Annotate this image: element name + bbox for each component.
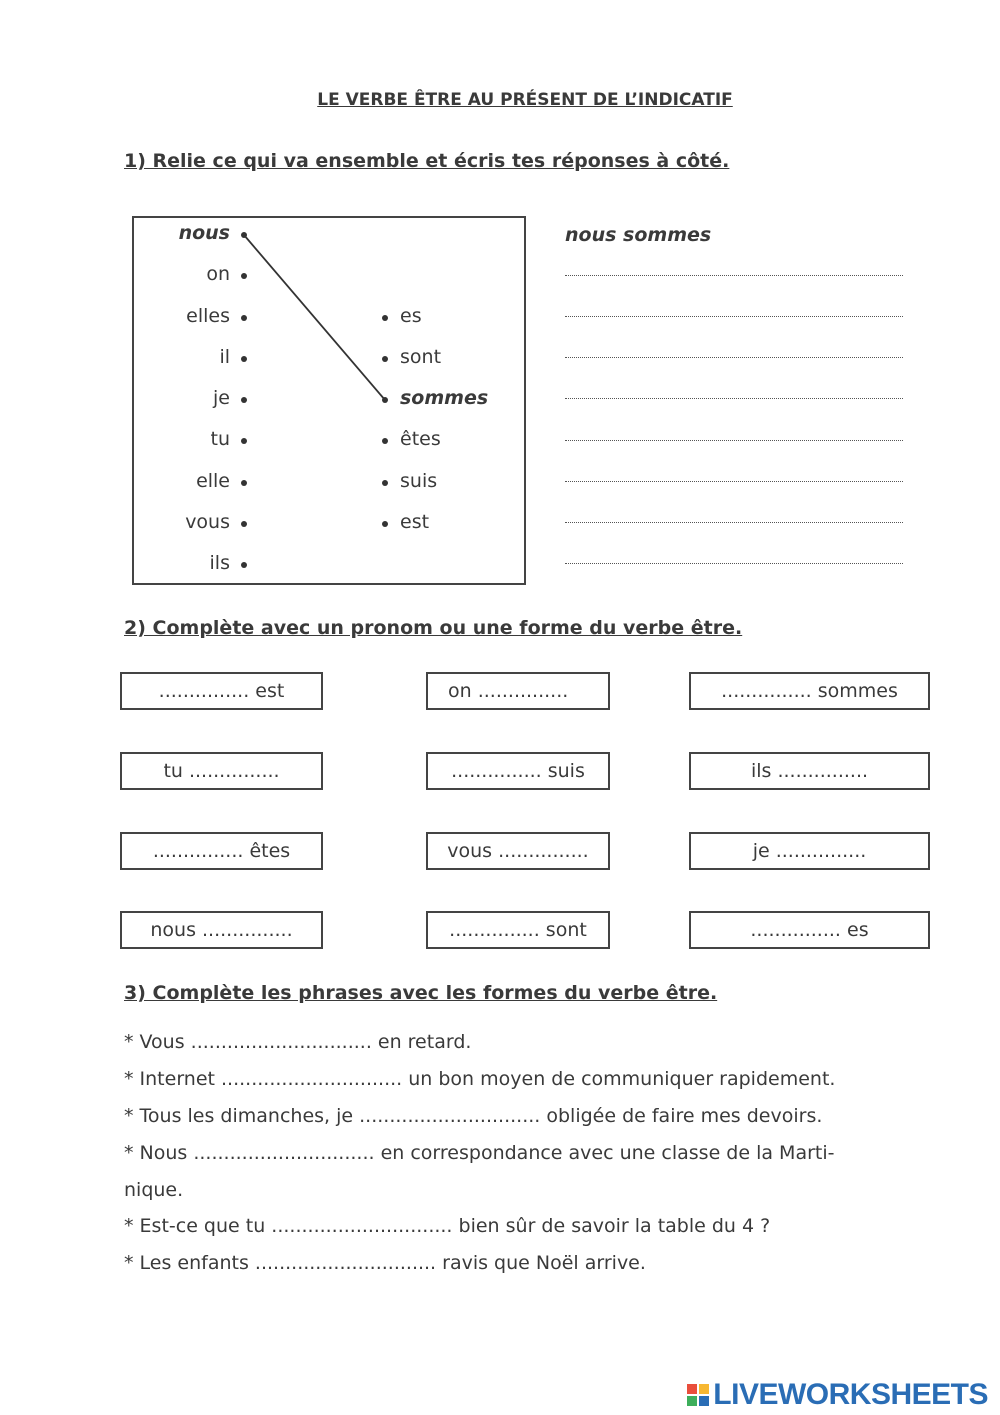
sentence-1[interactable]: * Vous .............................. en retard.: [124, 1031, 472, 1053]
logo-square-yellow: [699, 1384, 709, 1394]
logo-squares-icon: [687, 1384, 709, 1406]
answer-line-7[interactable]: [565, 522, 903, 523]
sentence-5[interactable]: * Est-ce que tu .............................. bien sûr de savoir la table du 4 ?: [124, 1215, 771, 1237]
pronoun-elles: elles: [186, 305, 230, 327]
answer-line-3[interactable]: [565, 357, 903, 358]
fill-box-1-3[interactable]: ............... sommes: [689, 672, 930, 710]
pronoun-tu: tu: [210, 428, 230, 450]
fill-box-4-2[interactable]: ............... sont: [426, 911, 610, 949]
section-2-heading: 2) Complète avec un pronom ou une forme du verbe être.: [124, 617, 743, 639]
fill-box-3-1[interactable]: ............... êtes: [120, 832, 323, 870]
answer-line-6[interactable]: [565, 481, 903, 482]
sentence-4-continued: nique.: [124, 1179, 184, 1201]
fill-box-4-3[interactable]: ............... es: [689, 911, 930, 949]
fill-box-2-3[interactable]: ils ...............: [689, 752, 930, 790]
verb-es: es: [400, 305, 422, 327]
answer-line-2[interactable]: [565, 316, 903, 317]
fill-box-3-2[interactable]: vous ...............: [426, 832, 610, 870]
fill-box-2-2[interactable]: ............... suis: [426, 752, 610, 790]
pronoun-nous: nous: [178, 222, 230, 244]
sentence-6[interactable]: * Les enfants .............................. ravis que Noël arrive.: [124, 1252, 646, 1274]
verb-sommes: sommes: [400, 387, 489, 409]
fill-box-1-2[interactable]: on ...............: [426, 672, 610, 710]
logo-square-green: [687, 1396, 697, 1406]
pronoun-elle: elle: [196, 470, 230, 492]
sentence-2[interactable]: * Internet .............................. un bon moyen de communiquer rapidement.: [124, 1068, 836, 1090]
answer-line-5[interactable]: [565, 440, 903, 441]
answer-line-4[interactable]: [565, 398, 903, 399]
fill-box-4-1[interactable]: nous ...............: [120, 911, 323, 949]
verb-sont: sont: [400, 346, 442, 368]
verb-suis: suis: [400, 470, 438, 492]
sentence-3[interactable]: * Tous les dimanches, je .............................. obligée de faire mes devoirs.: [124, 1105, 823, 1127]
fill-box-1-1[interactable]: ............... est: [120, 672, 323, 710]
verb-etes: êtes: [400, 428, 441, 450]
section-1-heading: 1) Relie ce qui va ensemble et écris tes réponses à côté.: [124, 150, 730, 172]
pronoun-il: il: [219, 346, 230, 368]
logo-text: LIVEWORKSHEETS: [713, 1378, 988, 1411]
page-title: LE VERBE ÊTRE AU PRÉSENT DE L’INDICATIF: [317, 90, 733, 110]
link-nous-sommes: [244, 235, 385, 400]
verb-est: est: [400, 511, 430, 533]
example-answer: nous sommes: [565, 224, 712, 246]
logo-square-blue: [699, 1396, 709, 1406]
sentence-4[interactable]: * Nous .............................. en correspondance avec une classe de la Marti-: [124, 1142, 835, 1164]
pronoun-on: on: [206, 263, 230, 285]
section-3-heading: 3) Complète les phrases avec les formes du verbe être.: [124, 982, 718, 1004]
fill-box-3-3[interactable]: je ...............: [689, 832, 930, 870]
pronoun-je: je: [213, 387, 230, 409]
pronoun-vous: vous: [185, 511, 230, 533]
answer-line-1[interactable]: [565, 275, 903, 276]
example-link-line: [0, 0, 1000, 600]
answer-line-8[interactable]: [565, 563, 903, 564]
logo-square-red: [687, 1384, 697, 1394]
liveworksheets-logo: [687, 1378, 988, 1412]
fill-box-2-1[interactable]: tu ...............: [120, 752, 323, 790]
pronoun-ils: ils: [209, 552, 230, 574]
